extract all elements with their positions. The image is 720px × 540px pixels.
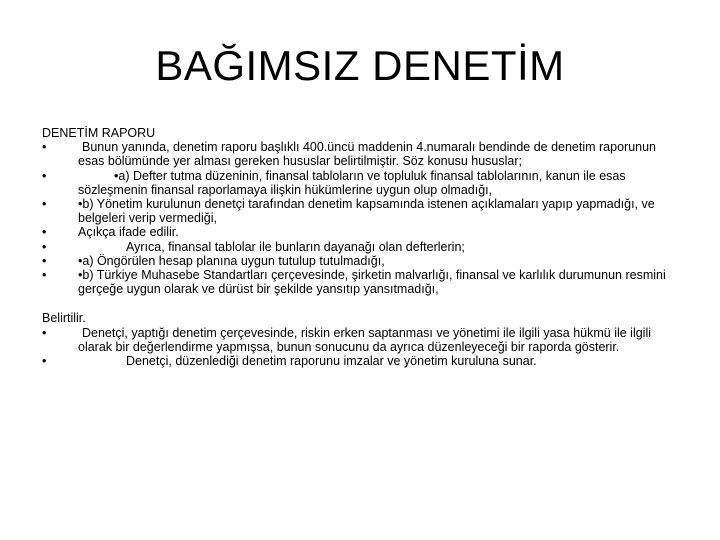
list-item-text: Bunun yanında, denetim raporu başlıklı 400.üncü maddenin 4.numaralı bendinde de denetim raporunun esas bölümünde yer alması gereken hususlar belirtilmiştir. Söz konusu hususlar; — [78, 140, 657, 169]
list-item — [42, 197, 672, 225]
list-item-text: •a) Defter tutma düzeninin, finansal tabloların ve topluluk finansal tablolarının, kanun ile esas sözleşmenin finansal raporlamaya ilişkin hükümlerine uygun olup olmadığı, — [78, 168, 626, 197]
list-item-text: •b) Yönetim kurulunun denetçi tarafından denetim kapsamında istenen açıklamaları yapıp yapmadığı, ve belgeleri verip vermediği, — [78, 197, 655, 226]
list-item — [42, 354, 672, 368]
bullet-marker: • — [42, 253, 47, 268]
list-item — [42, 225, 672, 239]
list-item — [42, 240, 672, 254]
list-item-text: Denetçi, düzenlediği denetim raporunu imzalar ve yönetim kuruluna sunar. — [126, 354, 537, 369]
bullet-marker: • — [42, 168, 47, 183]
list-item-text: Açıkça ifade edilir. — [78, 225, 179, 240]
list-item — [42, 140, 672, 168]
list-item-text: •b) Türkiye Muhasebe Standartları çerçevesinde, şirketin malvarlığı, finansal ve karlılık durumunun resmini gerçeğe uygun olarak ve dürüst bir şekilde yansıtıp yansıtmadığı, — [78, 268, 666, 297]
bullet-marker: • — [42, 268, 47, 283]
list-item-text: •a) Öngörülen hesap planına uygun tutulup tutulmadığı, — [78, 253, 385, 268]
list-item-text: Ayrıca, finansal tablolar ile bunların dayanağı olan defterlerin; — [126, 239, 465, 254]
list-item — [42, 326, 672, 354]
slide-body — [42, 126, 672, 368]
bullet-marker: • — [42, 197, 47, 212]
bullet-marker: • — [42, 239, 47, 254]
closing-line: Belirtilir. — [42, 311, 86, 326]
list-item-text: Denetçi, yaptığı denetim çerçevesinde, riskin erken saptanması ve yönetimi ile ilgili yasa hükmü ile ilgili olarak bir değerlendirme yapmışsa, bunun sonucunu da ayrıca düzenleyeceği bir raporda gösterir. — [78, 325, 652, 354]
slide-title: BAĞIMSIZ DENETİM — [155, 42, 565, 89]
bullet-marker: • — [42, 354, 47, 369]
bullet-marker: • — [42, 140, 47, 155]
list-item — [42, 254, 672, 268]
spacer — [42, 296, 672, 311]
list-item — [42, 169, 672, 197]
bullet-marker: • — [42, 225, 47, 240]
section-heading: DENETİM RAPORU — [42, 126, 156, 140]
bullet-marker: • — [42, 325, 47, 340]
list-item — [42, 268, 672, 296]
